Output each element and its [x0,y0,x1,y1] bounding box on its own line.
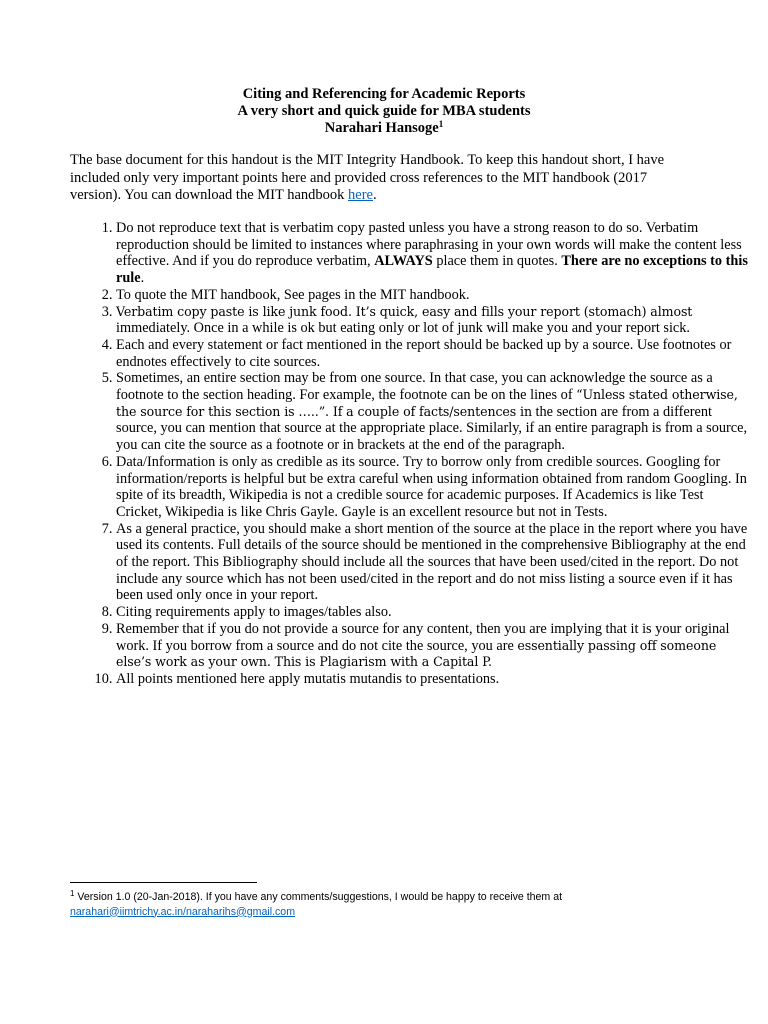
point-text: essentially passing off someone else’s work as your own. This is Plagiarism with a Capital P. [116,637,717,670]
author-line [0,120,768,137]
point-text: immediately. Once in a while is ok but eating only or lot of junk will make you and your report sick. [116,320,691,337]
footnote-line [70,890,710,905]
document-subtitle: A very short and quick guide for MBA students [237,103,531,119]
point-text: the section are from a different source, you can mention that source at the appropriate place. Similarly, if an entire paragraph is from a source, you can cite the source as a footnote or in brackets at the end of the paragraph. [116,403,748,454]
point-text: Remember that if you do not provide a source for any content, then you are implying that it is your original work. If you borrow from a source and do not cite the source, you are [116,620,730,654]
point-text: Do not reproduce text that is verbatim copy pasted unless you have a strong reason to do so. Verbatim reproduction should be limited to instances where paraphrasing in your own words will make the content less effective. And if you do reproduce verbatim, [116,220,742,270]
point-text: . [140,270,145,287]
list-item [116,304,750,337]
point-text: As a general practice, you should make a short mention of the source at the place in the report where you have used its contents. Full details of the source should be mentioned in the comprehensive Bibliography at the end of the report. This Bibliography should include all the sources that have been used/cited in the report. Do not include any source which has not been used/cited in the report and do not miss listing a source even if it has been used only once in your report. [116,520,748,604]
list-item [116,521,750,605]
list-item [116,454,750,521]
list-item [116,621,750,671]
intro-paragraph [70,152,700,205]
list-item [116,604,750,621]
email-link[interactable]: narahari@iimtrichy.ac.in/naraharihs@gmail.com [70,905,296,918]
point-text: Verbatim copy paste is like junk food. It’s quick, easy and fills your report (stomach) almost [116,303,693,319]
list-item [116,337,750,370]
point-text: Citing requirements apply to images/tables also. [116,604,392,621]
list-item [116,671,750,688]
footnote-marker: 1 [70,889,75,898]
author-name: Narahari Hansoge [324,120,439,136]
point-text: Sometimes, an entire section may be from one source. In that case, you can acknowledge the source as a footnote to the section heading. For example, the footnote can be on the lines of [116,370,713,404]
point-text: Data/Information is only as credible as its source. Try to borrow only from credible sources. Googling for information/reports is helpful but be extra careful when using information obtained from random Googling. In spite of its breadth, Wikipedia is not a credible source for academic purposes. If Academics is like Test Cricket, Wikipedia is like Chris Gayle. Gayle is an excellent resource but not in Tests. [116,453,747,520]
point-emphasis: ALWAYS [374,253,433,270]
point-text: Each and every statement or fact mentioned in the report should be backed up by a source. Use footnotes or endnotes effectively to cite sources. [116,336,732,370]
intro-text: The base document for this handout is the MIT Integrity Handbook. To keep this handout short, I have included only very important points here and provided cross references to the MIT handbook (2017 version). You can download the MIT handbook [70,152,665,203]
footnote-separator [70,882,257,883]
footnote-reference[interactable]: 1 [438,119,444,129]
footnote-link-line [70,905,710,920]
footnote-text: Version 1.0 (20-Jan-2018). If you have any comments/suggestions, I would be happy to receive them at [74,891,563,903]
list-item [116,287,750,304]
point-text: All points mentioned here apply mutatis mutandis to presentations. [116,670,500,687]
document-title: Citing and Referencing for Academic Reports [242,86,526,102]
title-block [0,86,768,137]
footnote [70,890,710,919]
mit-handbook-link[interactable]: here [348,187,373,203]
list-item [116,220,750,287]
intro-end: . [372,187,377,203]
list-item [116,370,750,454]
point-text: To quote the MIT handbook, See pages in the MIT handbook. [116,286,470,303]
point-text: “Unless stated otherwise, the source for this section is …..”. If a couple of facts/sentences in [116,387,738,419]
point-text: place them in quotes. [432,253,562,270]
point-emphasis: There are no exceptions to this rule [116,253,748,287]
points-list [70,220,750,688]
